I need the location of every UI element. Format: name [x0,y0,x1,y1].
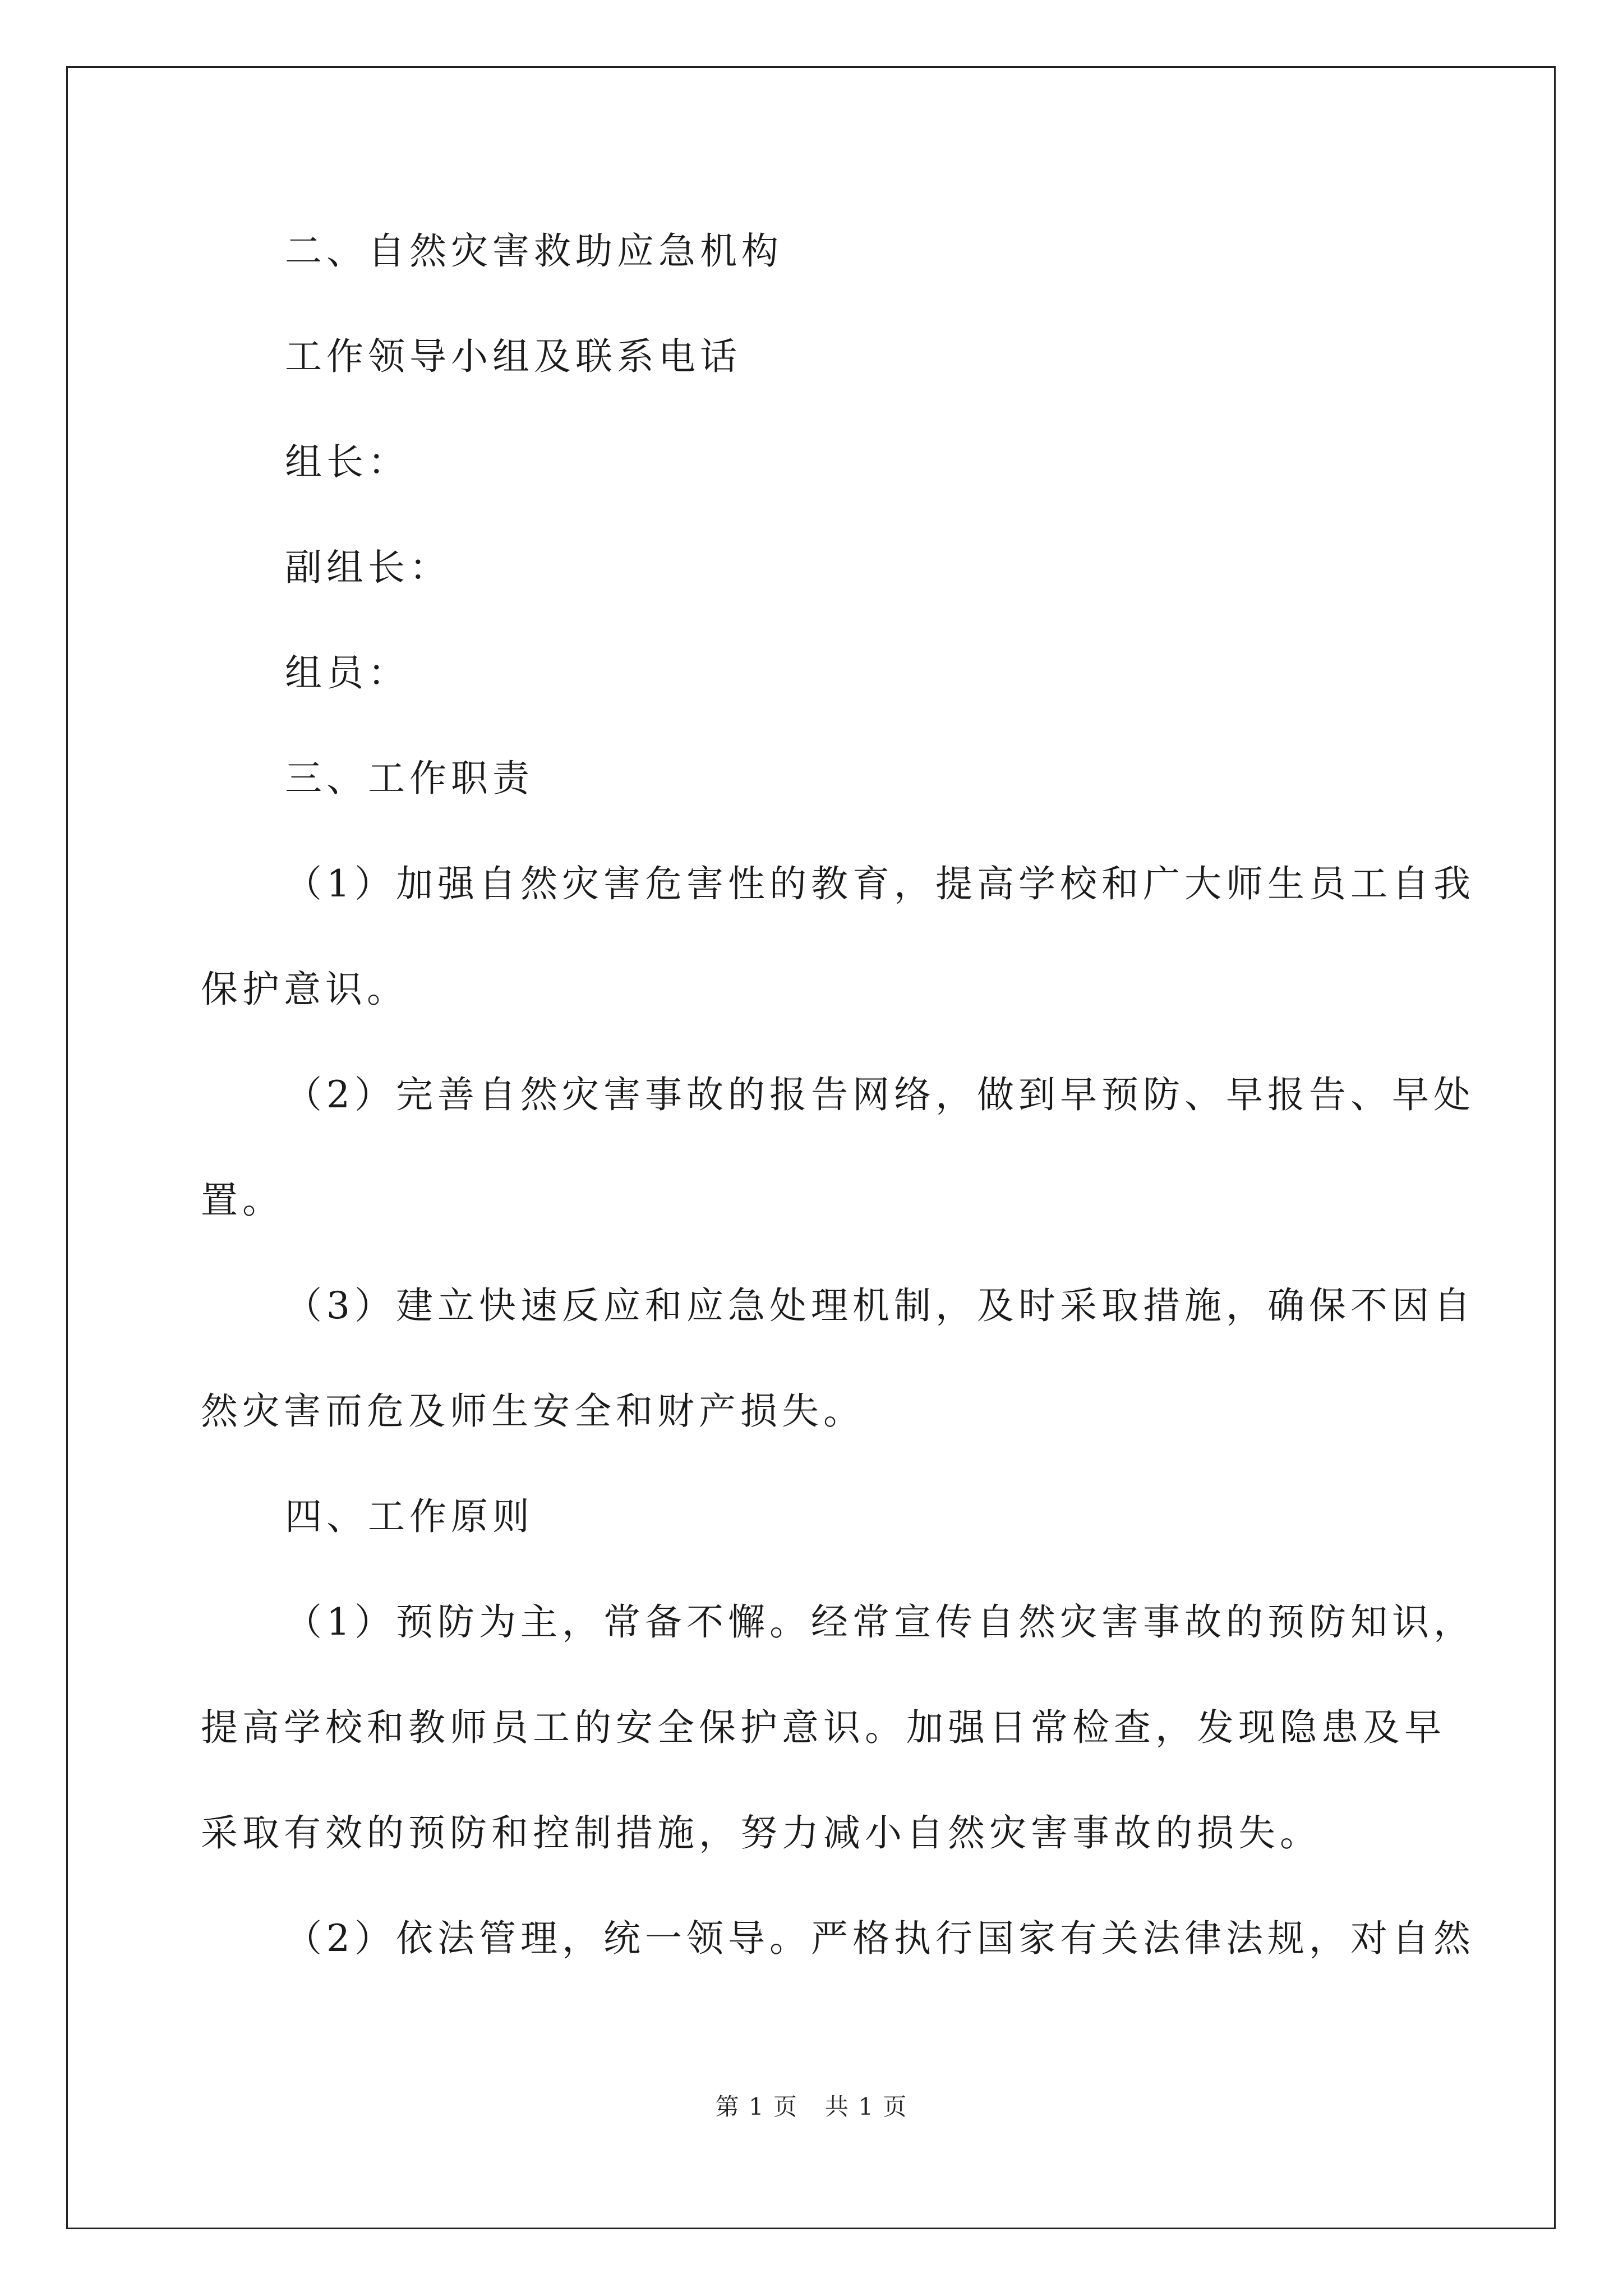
paragraph-line: 组长： [285,440,409,484]
page-total: 共 1 页 [825,2093,908,2120]
page-border [66,66,1556,2229]
paragraph-line: 提高学校和教师员工的安全保护意识。加强日常检查，发现隐患及早 [201,1706,1446,1749]
paragraph-line: 采取有效的预防和控制措施，努力减小自然灾害事故的损失。 [201,1811,1321,1855]
paragraph-line: 副组长： [285,546,451,589]
paragraph-line: （2）完善自然灾害事故的报告网络，做到早预防、早报告、早处 [285,1073,1475,1116]
paragraph-line: 置。 [201,1179,284,1222]
page-number: 第 1 页 [715,2093,798,2120]
paragraph-line: 保护意识。 [201,968,408,1011]
paragraph-line: 然灾害而危及师生安全和财产损失。 [201,1389,865,1433]
page-footer [0,2090,1623,2124]
paragraph-line: （3）建立快速反应和应急处理机制，及时采取措施，确保不因自 [285,1284,1475,1327]
paragraph-line: （1）加强自然灾害危害性的教育，提高学校和广大师生员工自我 [285,862,1475,905]
section-heading-2: 二、自然灾害救助应急机构 [285,229,783,273]
section-heading-4: 四、工作原则 [285,1495,534,1538]
section-heading-3: 三、工作职责 [285,757,534,800]
paragraph-line: 工作领导小组及联系电话 [285,335,741,378]
paragraph-line: （2）依法管理，统一领导。严格执行国家有关法律法规，对自然 [285,1917,1475,1960]
paragraph-line: （1）预防为主，常备不懈。经常宣传自然灾害事故的预防知识， [285,1600,1475,1644]
paragraph-line: 组员： [285,651,409,694]
